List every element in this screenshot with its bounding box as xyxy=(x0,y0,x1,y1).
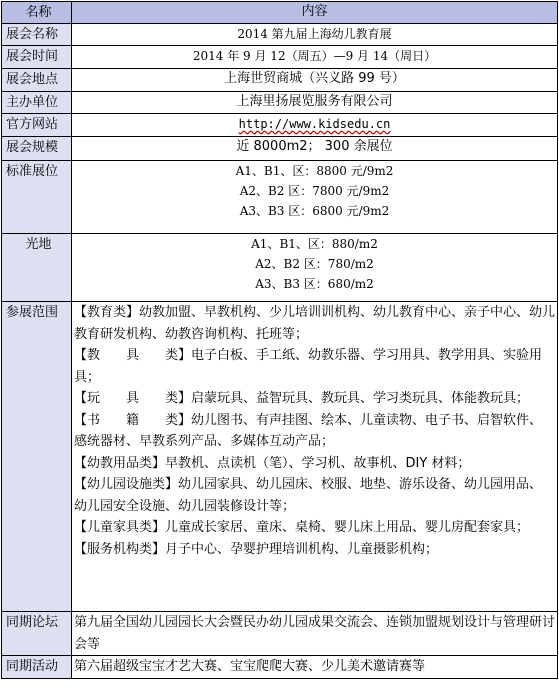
website-link[interactable]: http://www.kidsedu.cn xyxy=(238,117,391,131)
row-activity xyxy=(2,656,558,679)
label-organizer: 主办单位 xyxy=(2,92,72,114)
value-raw-space xyxy=(72,234,558,302)
scope-item: 【教 具 类】电子白板、手工纸、幼教乐器、学习用具、教学用具、实验用具； xyxy=(74,348,543,385)
label-standard-booth: 标准展位 xyxy=(2,161,72,234)
scope-item: 【幼教用品类】早教机、点读机（笔）、学习机、故事机、DIY 材料； xyxy=(74,455,471,471)
scope-item: 【玩 具 类】启蒙玩具、益智玩具、教玩具、学习类玩具、体能教玩具； xyxy=(74,391,530,406)
scope-item: 【服务机构类】月子中心、孕婴护理培训机构、儿童摄影机构； xyxy=(74,541,439,557)
standard-booth-line: A1、B1、区：8800 元/9m2 xyxy=(235,164,394,178)
scope-item: 感统器材、早教系列产品、多媒体互动产品； xyxy=(74,434,335,449)
row-name xyxy=(2,24,558,46)
value-forum: 第九届全国幼儿园园长大会暨民办幼儿园成果交流会、连锁加盟规划设计与管理研讨会等 xyxy=(72,612,558,656)
row-scale xyxy=(2,137,558,161)
scope-item: 【儿童家具类】儿童成长家居、童床、桌椅、婴儿床上用品、婴儿房配套家具； xyxy=(74,520,530,535)
scope-item: 【教育类】幼教加盟、早教机构、少儿培训训机构、幼儿教育中心、亲子中心、幼儿教育研发机构、幼教咨询机构、托班等； xyxy=(74,305,556,342)
value-time: 2014 年 9 月 12（周五）—9 月 14（周日） xyxy=(72,46,558,69)
raw-space-line: A1、B1、区：880/m2 xyxy=(251,237,378,251)
label-website: 官方网站 xyxy=(2,114,72,137)
label-venue: 展会地点 xyxy=(2,69,72,92)
row-forum xyxy=(2,612,558,656)
value-activity: 第六届超级宝宝才艺大赛、宝宝爬爬大赛、少儿美术邀请赛等 xyxy=(72,656,558,679)
scope-item: 幼儿园安全设施、幼儿园装修设计等； xyxy=(74,498,296,514)
row-standard-booth xyxy=(2,161,558,234)
header-content: 内容 xyxy=(72,2,558,24)
raw-space-line: A2、B2 区：780/m2 xyxy=(255,257,374,271)
row-website xyxy=(2,114,558,137)
row-scope xyxy=(2,302,558,612)
value-scope xyxy=(72,302,558,612)
label-name: 展会名称 xyxy=(2,24,72,46)
label-raw-space: 光地 xyxy=(2,234,72,302)
label-activity: 同期活动 xyxy=(2,656,72,679)
label-forum: 同期论坛 xyxy=(2,612,72,656)
row-time xyxy=(2,46,558,69)
exhibition-info-table xyxy=(1,1,558,679)
row-organizer xyxy=(2,92,558,114)
value-name: 2014 第九届上海幼儿教育展 xyxy=(72,24,558,46)
value-standard-booth xyxy=(72,161,558,234)
value-venue: 上海世贸商城（兴义路 99 号） xyxy=(72,69,558,92)
label-scale: 展会规模 xyxy=(2,137,72,161)
row-venue xyxy=(2,69,558,92)
scope-item: 【书 籍 类】幼儿图书、有声挂图、绘本、儿童读物、电子书、启智软件、 xyxy=(74,412,543,428)
row-raw-space xyxy=(2,234,558,302)
value-organizer: 上海里扬展览服务有限公司 xyxy=(72,92,558,114)
label-time: 展会时间 xyxy=(2,46,72,69)
value-website-cell xyxy=(72,114,558,137)
value-scale: 近 8000m2； 300 余展位 xyxy=(72,137,558,161)
header-name: 名称 xyxy=(2,2,72,24)
standard-booth-line: A2、B2 区：7800 元/9m2 xyxy=(239,184,390,198)
scope-item: 【幼儿园设施类】幼儿园家具、幼儿园床、校服、地垫、游乐设备、幼儿园用品、 xyxy=(74,477,543,492)
standard-booth-line: A3、B3 区：6800 元/9m2 xyxy=(239,204,390,218)
header-row xyxy=(2,2,558,24)
raw-space-line: A3、B3 区：680/m2 xyxy=(255,277,374,291)
label-scope: 参展范围 xyxy=(2,302,72,612)
